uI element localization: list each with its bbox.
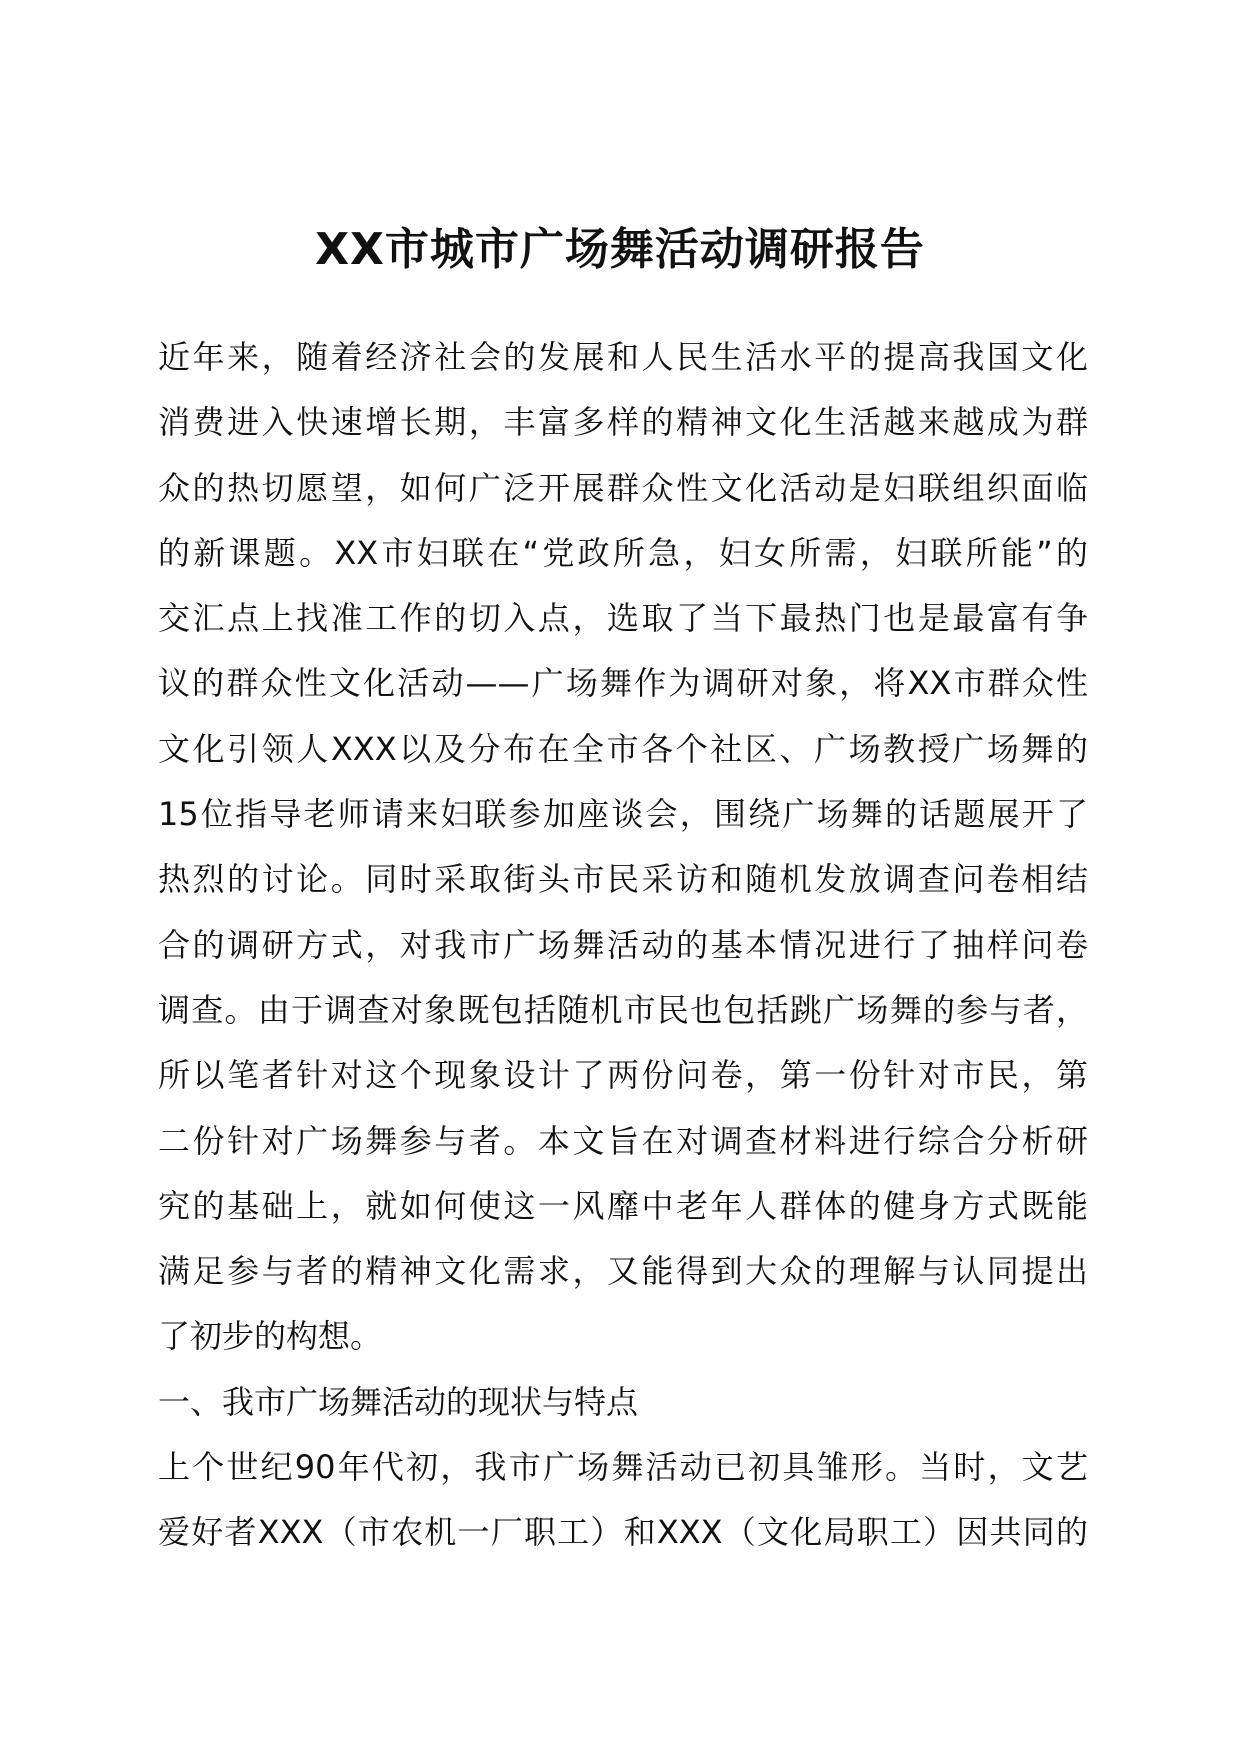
paragraph-line: 上个世纪90年代初，我市广场舞活动已初具雏形。当时，文艺 xyxy=(158,1448,1088,1487)
document-body xyxy=(158,325,1088,1566)
paragraph-line: 究的基础上，就如何使这一风靡中老年人群体的健身方式既能 xyxy=(158,1186,1088,1225)
section-heading: 一、我市广场舞活动的现状与特点 xyxy=(158,1382,639,1421)
paragraph-line: 满足参与者的精神文化需求，又能得到大众的理解与认同提出 xyxy=(158,1252,1088,1291)
paragraph-line: 交汇点上找准工作的切入点，选取了当下最热门也是最富有争 xyxy=(158,599,1088,638)
document-title: XX市城市广场舞活动调研报告 xyxy=(315,224,925,275)
paragraph-line: 调查。由于调查对象既包括随机市民也包括跳广场舞的参与者， xyxy=(158,990,1088,1029)
paragraph-line: 所以笔者针对这个现象设计了两份问卷，第一份针对市民，第 xyxy=(158,1056,1088,1095)
paragraph-line: 合的调研方式，对我市广场舞活动的基本情况进行了抽样问卷 xyxy=(158,925,1088,964)
paragraph-line: 众的热切愿望，如何广泛开展群众性文化活动是妇联组织面临 xyxy=(158,468,1088,507)
paragraph-line: 热烈的讨论。同时采取街头市民采访和随机发放调查问卷相结 xyxy=(158,860,1088,899)
paragraph-line: 文化引领人XXX以及分布在全市各个社区、广场教授广场舞的 xyxy=(158,729,1088,768)
paragraph-line: 爱好者XXX（市农机一厂职工）和XXX（文化局职工）因共同的 xyxy=(158,1513,1088,1552)
paragraph-line: 二份针对广场舞参与者。本文旨在对调查材料进行综合分析研 xyxy=(158,1121,1088,1160)
paragraph-line: 15位指导老师请来妇联参加座谈会，围绕广场舞的话题展开了 xyxy=(158,795,1088,834)
paragraph-line: 的新课题。XX市妇联在“党政所急，妇女所需，妇联所能”的 xyxy=(158,533,1088,572)
paragraph-line: 了初步的构想。 xyxy=(158,1317,383,1356)
paragraph-line: 议的群众性文化活动——广场舞作为调研对象，将XX市群众性 xyxy=(158,664,1088,703)
paragraph-line: 近年来，随着经济社会的发展和人民生活水平的提高我国文化 xyxy=(158,338,1088,376)
paragraph-line: 消费进入快速增长期，丰富多样的精神文化生活越来越成为群 xyxy=(158,403,1088,442)
